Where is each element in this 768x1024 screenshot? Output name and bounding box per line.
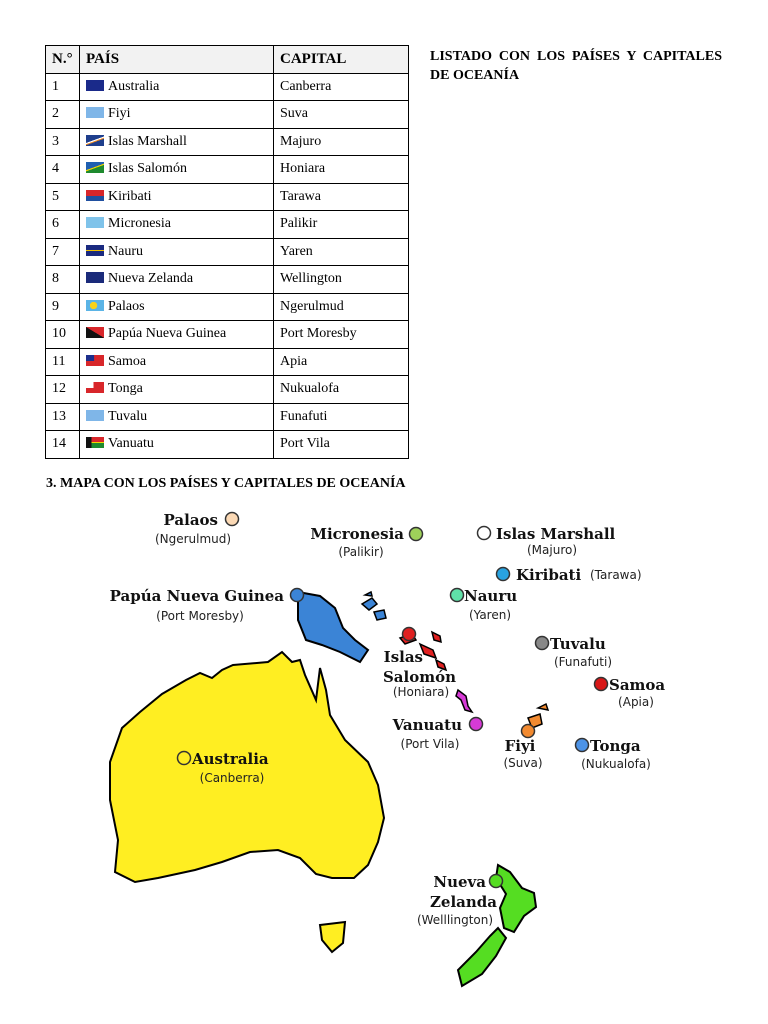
- png-name: Papúa Nueva Guinea: [109, 587, 284, 605]
- country-name: Australia: [108, 78, 160, 94]
- row-num: 11: [46, 348, 80, 376]
- country-name: Tuvalu: [108, 408, 148, 424]
- nz-name-line2: Zelanda: [429, 893, 497, 911]
- row-capital: Majuro: [274, 128, 409, 156]
- table-row: [46, 403, 409, 431]
- table-row: [46, 376, 409, 404]
- row-country: [80, 348, 274, 376]
- png-island-1: [362, 598, 377, 610]
- new-zealand-flag-icon: [86, 272, 104, 283]
- tuvalu-name: Tuvalu: [550, 635, 606, 653]
- tonga-marker: [576, 739, 589, 752]
- table-row: [46, 211, 409, 239]
- micronesia-name: Micronesia: [310, 525, 404, 543]
- australia-capital: (Canberra): [199, 771, 265, 785]
- row-capital: Ngerulmud: [274, 293, 409, 321]
- marshall-marker: [478, 527, 491, 540]
- row-capital: Palikir: [274, 211, 409, 239]
- row-capital: Port Vila: [274, 431, 409, 459]
- kiribati-marker: [497, 568, 510, 581]
- row-capital: Port Moresby: [274, 321, 409, 349]
- header-capital: CAPITAL: [274, 46, 409, 74]
- table-row: [46, 183, 409, 211]
- row-capital: Suva: [274, 101, 409, 129]
- australia-name: Australia: [192, 750, 269, 768]
- png-flag-icon: [86, 327, 104, 338]
- fiyi-capital: (Suva): [503, 756, 543, 770]
- png-capital: (Port Moresby): [156, 609, 244, 623]
- tasmania-landmass: [320, 922, 345, 952]
- solomon-marker: [403, 628, 416, 641]
- row-country: [80, 403, 274, 431]
- table-row: [46, 73, 409, 101]
- nz-south-island: [458, 928, 506, 986]
- table-row: [46, 266, 409, 294]
- samoa-marker: [595, 678, 608, 691]
- row-capital: Canberra: [274, 73, 409, 101]
- tuvalu-flag-icon: [86, 410, 104, 421]
- table-row: [46, 238, 409, 266]
- row-country: [80, 266, 274, 294]
- palaos-capital: (Ngerulmud): [154, 532, 232, 546]
- marshall-name: Islas Marshall: [496, 525, 616, 543]
- country-name: Nauru: [108, 243, 143, 259]
- tonga-name: Tonga: [590, 737, 641, 755]
- marshall-flag-icon: [86, 135, 104, 146]
- table-row: [46, 156, 409, 184]
- table-header-row: [46, 46, 409, 74]
- map-heading: 3. MAPA CON LOS PAÍSES Y CAPITALES DE OCEANÍA: [46, 476, 406, 491]
- vanuatu-islands: [456, 690, 472, 712]
- row-capital: Wellington: [274, 266, 409, 294]
- row-country: [80, 73, 274, 101]
- country-name: Palaos: [108, 298, 145, 314]
- samoa-name: Samoa: [609, 676, 666, 694]
- row-num: 12: [46, 376, 80, 404]
- row-country: [80, 211, 274, 239]
- countries-table: [45, 45, 409, 459]
- png-island-3: [365, 592, 372, 596]
- listing-title: LISTADO CON LOS PAÍSES Y CAPITALES DE OCEANÍA: [430, 49, 722, 83]
- solomon-name-line2: Salomón: [382, 668, 456, 686]
- table-row: [46, 321, 409, 349]
- country-name: Nueva Zelanda: [108, 271, 194, 287]
- solomon-name-line1: Islas: [383, 648, 423, 666]
- table-row: [46, 128, 409, 156]
- row-num: 9: [46, 293, 80, 321]
- micronesia-flag-icon: [86, 217, 104, 228]
- country-name: Islas Salomón: [108, 161, 187, 177]
- fiji-flag-icon: [86, 107, 104, 118]
- row-capital: Honiara: [274, 156, 409, 184]
- kiribati-flag-icon: [86, 190, 104, 201]
- vanuatu-name: Vanuatu: [392, 716, 462, 734]
- row-num: 14: [46, 431, 80, 459]
- tuvalu-marker: [536, 637, 549, 650]
- row-capital: Funafuti: [274, 403, 409, 431]
- row-capital: Yaren: [274, 238, 409, 266]
- row-country: [80, 156, 274, 184]
- country-name: Micronesia: [108, 216, 171, 232]
- png-landmass: [298, 592, 368, 662]
- australia-flag-icon: [86, 80, 104, 91]
- samoa-capital: (Apia): [618, 695, 654, 709]
- nz-north-island: [496, 865, 536, 932]
- australia-marker: [178, 752, 191, 765]
- row-country: [80, 238, 274, 266]
- vanuatu-flag-icon: [86, 437, 104, 448]
- row-num: 4: [46, 156, 80, 184]
- table-row: [46, 348, 409, 376]
- solomon-flag-icon: [86, 162, 104, 173]
- solomon-capital: (Honiara): [392, 685, 450, 699]
- nauru-flag-icon: [86, 245, 104, 256]
- micronesia-capital: (Palikir): [338, 545, 384, 559]
- row-country: [80, 431, 274, 459]
- row-num: 10: [46, 321, 80, 349]
- row-capital: Apia: [274, 348, 409, 376]
- kiribati-capital: (Tarawa): [590, 568, 642, 582]
- row-num: 6: [46, 211, 80, 239]
- nauru-capital: (Yaren): [468, 608, 512, 622]
- tonga-capital: (Nukualofa): [581, 757, 651, 771]
- country-name: Islas Marshall: [108, 133, 187, 149]
- nz-marker: [490, 875, 503, 888]
- country-name: Tonga: [108, 381, 143, 397]
- fiyi-marker: [522, 725, 535, 738]
- row-country: [80, 183, 274, 211]
- micronesia-marker: [410, 528, 423, 541]
- solomon-island-4: [432, 632, 441, 642]
- nauru-marker: [451, 589, 464, 602]
- kiribati-name: Kiribati: [516, 566, 582, 584]
- country-name: Papúa Nueva Guinea: [108, 326, 227, 342]
- row-country: [80, 101, 274, 129]
- row-country: [80, 321, 274, 349]
- row-country: [80, 128, 274, 156]
- row-num: 3: [46, 128, 80, 156]
- country-name: Kiribati: [108, 188, 152, 204]
- row-num: 8: [46, 266, 80, 294]
- oceania-map: [0, 500, 768, 1000]
- row-num: 5: [46, 183, 80, 211]
- palaos-marker: [226, 513, 239, 526]
- row-country: [80, 376, 274, 404]
- nz-name-line1: Nueva: [433, 873, 486, 891]
- vanuatu-marker: [470, 718, 483, 731]
- header-num: N.°: [46, 46, 80, 74]
- country-name: Vanuatu: [108, 436, 154, 452]
- table-row: [46, 293, 409, 321]
- fiji-island-2: [538, 704, 548, 710]
- palau-flag-icon: [86, 300, 104, 311]
- samoa-flag-icon: [86, 355, 104, 366]
- table-row: [46, 101, 409, 129]
- row-num: 1: [46, 73, 80, 101]
- palaos-name: Palaos: [163, 511, 218, 529]
- row-country: [80, 293, 274, 321]
- marshall-capital: (Majuro): [526, 543, 578, 557]
- table-row: [46, 431, 409, 459]
- row-num: 7: [46, 238, 80, 266]
- country-name: Samoa: [108, 353, 147, 369]
- row-num: 13: [46, 403, 80, 431]
- fiyi-name: Fiyi: [504, 737, 536, 755]
- header-country: PAÍS: [80, 46, 274, 74]
- nz-capital: (Welllington): [416, 913, 494, 927]
- vanuatu-capital: (Port Vila): [400, 737, 460, 751]
- tonga-flag-icon: [86, 382, 104, 393]
- png-island-2: [374, 610, 386, 620]
- row-capital: Nukualofa: [274, 376, 409, 404]
- row-num: 2: [46, 101, 80, 129]
- tuvalu-capital: (Funafuti): [553, 655, 613, 669]
- row-capital: Tarawa: [274, 183, 409, 211]
- country-name: Fiyi: [108, 106, 131, 122]
- nauru-name: Nauru: [464, 587, 518, 605]
- png-marker: [291, 589, 304, 602]
